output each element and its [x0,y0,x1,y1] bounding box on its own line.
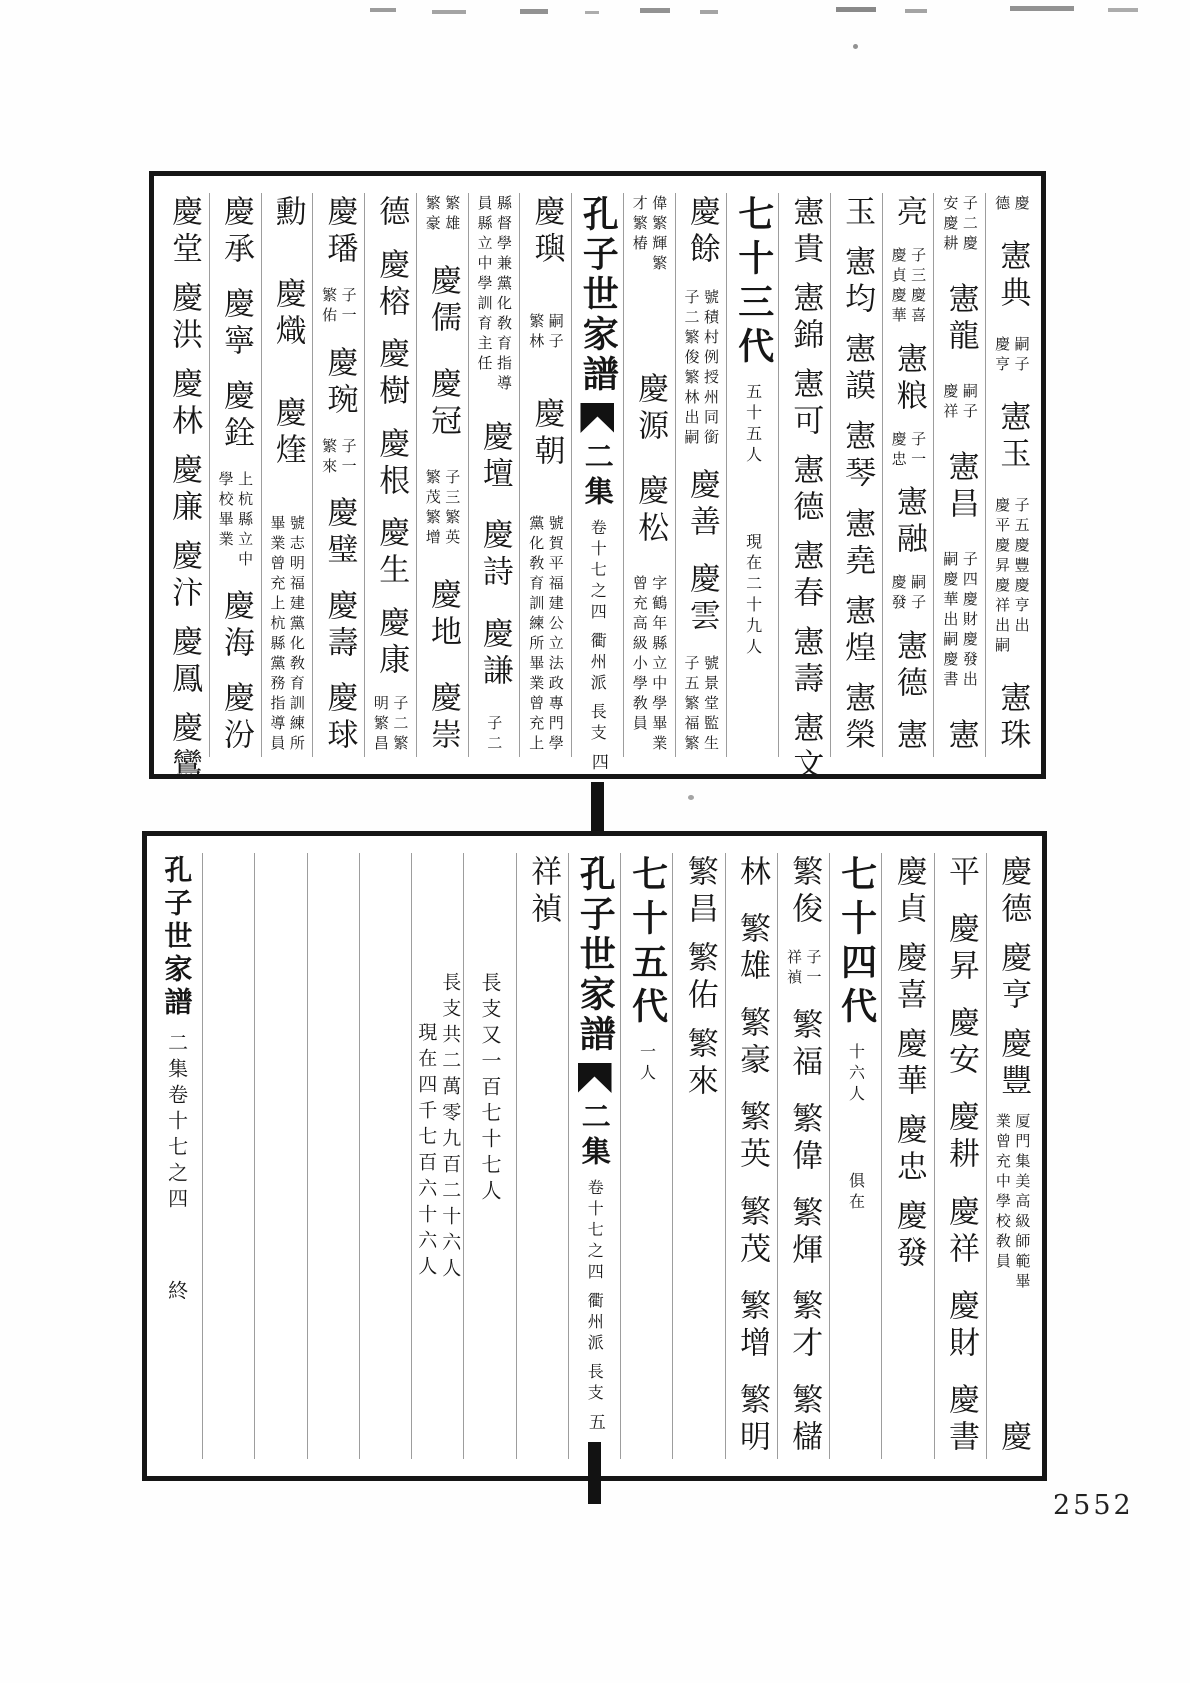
annotation [217,471,253,571]
genealogy-column-9 [568,853,620,1459]
person-name: 憲 [890,717,927,755]
person-name: 憲堯 [839,506,876,581]
genealogy-column-3 [881,853,933,1459]
annotation [942,551,978,691]
annotation-subcolumn: 子三慶喜 [909,246,928,327]
genealogy-column-15 [261,193,313,757]
person-name: 慶康 [373,605,410,680]
person-name: 慶林 [166,367,203,441]
person-name: 慶昇 [942,912,979,987]
genealogy-column-7 [672,853,724,1459]
genealogy-column-3 [882,193,934,757]
annotation [890,431,926,471]
person-name: 慶壇 [476,419,513,494]
person-name: 慶樹 [373,337,410,411]
person-name: 繁才 [786,1289,823,1364]
annotation [942,383,978,423]
person-name: 繁雄 [734,912,771,987]
person-name: 慶煃 [269,396,306,470]
person-name: 慶發 [890,1199,927,1273]
person-name: 慶壽 [321,588,358,663]
annotation [528,313,564,353]
fishtail-ornament [578,1063,612,1093]
person-name: 亮 [890,195,927,232]
scan-artifact [836,7,876,12]
annotation [476,195,512,395]
genealogy-column-17 [151,853,202,1459]
annotation-subcolumn: 子一 [909,430,928,471]
person-name: 憲琴 [839,419,876,494]
annotation-subcolumn: 祥禎 [784,948,803,989]
page-number: 2552 [1053,1490,1134,1521]
annotation-subcolumn: 慶發 [889,574,908,615]
annotation [785,949,821,989]
person-name: 慶璧 [321,496,358,571]
annotation [942,195,978,255]
annotation-subcolumn: 字鶴年縣立中學畢業 [650,575,669,755]
person-name: 憲玉 [994,399,1031,474]
person-name: 憲 [942,718,979,755]
person-name: 慶華 [890,1027,927,1101]
annotation-subcolumn: 子二繁 [391,695,410,755]
person-name: 繁茂 [734,1194,771,1269]
person-name: 慶謙 [476,616,513,691]
annotation-subcolumn: 學校畢業 [216,471,235,551]
note-text: 長支又一百七十七人 [478,972,503,1206]
annotation [372,695,408,755]
person-name: 慶海 [217,589,254,663]
annotation-subcolumn: 上杭縣立中 [236,471,255,571]
annotation-subcolumn: 員縣立中學訓育主任 [475,195,494,375]
annotation-subcolumn: 業曾充中學校敎員 [993,1113,1012,1273]
annotation-subcolumn: 繁雄 [443,195,462,235]
small-text: 卷十七之四 [588,519,608,624]
generation-heading: 七十三代 [732,195,775,371]
person-name: 繁英 [734,1100,771,1175]
annotation-subcolumn: 子一 [339,437,358,478]
person-name: 平 [942,855,979,892]
genealogy-column-5 [777,853,829,1459]
person-name: 繁增 [734,1288,771,1363]
genealogy-column-7 [675,193,727,757]
person-name: 玉 [839,195,876,232]
person-name: 慶耕 [942,1100,979,1175]
genealogy-column-4 [829,853,881,1459]
person-name: 憲龍 [942,282,979,356]
annotation-subcolumn: 明繁昌 [371,695,390,755]
person-name: 慶松 [632,473,669,548]
annotation-subcolumn: 偉繁輝繁 [650,195,669,275]
annotation [683,655,719,755]
annotation-subcolumn: 繁茂繁增 [423,469,442,550]
genealogy-column-11 [463,853,515,1459]
genealogy-column-2 [934,853,986,1459]
scan-artifact [905,9,927,13]
person-name: 慶詩 [476,518,513,592]
small-text: 衢州派 [585,1292,605,1355]
genealogy-column-8 [623,193,675,757]
annotation-subcolumn: 繁林 [527,313,546,353]
annotation-subcolumn: 慶亨 [993,336,1012,377]
annotation-subcolumn: 縣督學兼黨化敎育指導 [494,195,513,395]
person-name: 憲貴 [787,195,824,269]
person-name: 憲可 [787,367,824,441]
person-name: 繁櫧 [786,1382,823,1457]
person-name: 憲典 [994,238,1031,313]
annotation-subcolumn: 子一 [804,948,823,989]
person-name: 繁佑 [681,941,718,1015]
genealogy-column-6 [725,853,777,1459]
annotation-subcolumn: 子二繁俊繁林出嗣 [682,288,701,449]
annotation [321,287,357,327]
person-name: 慶餘 [683,195,720,269]
scan-artifact [700,10,718,14]
person-name: 慶堂 [166,195,203,269]
person-name: 慶汴 [166,539,203,613]
person-name: 慶根 [373,426,410,501]
annotation-subcolumn: 長支共二萬零九百二十六人 [439,972,462,1284]
person-name: 慶豐 [995,1027,1032,1101]
annotation [631,575,667,755]
annotation-subcolumn: 畢業曾充上杭縣黨務指導員 [268,515,287,755]
person-name: 憲粮 [890,341,927,416]
genealogy-column-13 [359,853,411,1459]
annotation-subcolumn: 子三繁英 [443,469,462,550]
genealogy-column-9 [571,193,623,774]
annotation-subcolumn: 號積村例授州同銜 [702,288,721,449]
person-name: 慶榕 [373,247,410,322]
annotation [528,515,564,755]
annotation [683,289,719,449]
person-name: 繁福 [786,1008,823,1083]
scan-artifact [1108,8,1138,12]
annotation-subcolumn: 慶 [1012,195,1031,215]
genealogy-column-16 [202,853,254,1459]
person-name: 憲謨 [839,332,876,407]
annotation-subcolumn: 德 [993,195,1012,215]
person-name: 繁來 [681,1027,718,1101]
genealogy-column-17 [158,193,209,785]
person-name: 慶忠 [890,1113,927,1187]
person-name: 慶德 [995,855,1032,929]
annotation-subcolumn: 慶平慶昇慶祥出嗣 [993,497,1012,658]
scan-artifact [585,11,599,14]
person-name: 慶寧 [217,287,254,361]
small-text: 長支 [588,703,608,745]
annotation-subcolumn: 繁豪 [423,195,442,235]
genealogy-column-12 [416,193,468,757]
tally-annotation [415,972,460,1284]
person-name: 慶鳳 [166,625,203,699]
folio-number: 五 [584,1413,605,1434]
person-name: 慶善 [683,468,720,542]
annotation [994,336,1030,376]
annotation [994,497,1030,657]
person-name: 慶汾 [217,681,254,755]
scan-speck [688,795,694,800]
annotation [269,515,305,755]
person-name: 勳 [269,195,306,232]
annotation-subcolumn: 才繁椿 [630,195,649,255]
small-text: 十六人 [846,1043,866,1106]
person-name: 慶祥 [942,1194,979,1269]
person-name: 慶洪 [166,281,203,355]
genealogy-column-16 [209,193,261,757]
annotation-subcolumn: 安慶耕 [941,195,960,255]
small-text: 現在二十九人 [743,533,763,659]
annotation-subcolumn: 號景堂監生 [702,655,721,755]
person-name: 憲昌 [942,450,979,524]
annotation-subcolumn: 子一 [339,287,358,328]
person-name: 憲文 [787,711,824,785]
small-text: 五十五人 [743,383,763,467]
genealogy-column-14 [312,193,364,757]
annotation [994,195,1030,215]
person-name: 慶 [995,1420,1032,1457]
genealogy-column-13 [364,193,416,757]
note-text: 終 [164,1280,189,1306]
fishtail-ornament [580,403,614,433]
genealogy-column-11 [468,193,520,757]
person-name: 慶亨 [995,941,1032,1015]
annotation-subcolumn: 號賀平福建公立法政專門學 [546,515,565,755]
person-name: 慶地 [425,578,461,653]
scan-artifact [1010,6,1074,11]
person-name: 慶安 [942,1006,979,1081]
person-name: 慶書 [942,1382,979,1457]
annotation-subcolumn: 子二慶 [960,195,979,255]
generation-heading: 七十四代 [835,855,878,1031]
person-name: 慶朝 [528,397,565,471]
person-name: 繁俊 [786,855,823,929]
genealogy-block-top [149,171,1046,785]
annotation [486,715,503,755]
genealogy-column-6 [726,193,778,757]
annotation [321,438,357,478]
person-name: 慶璠 [321,195,358,269]
annotation-subcolumn: 子五慶豐慶亨出 [1012,497,1031,638]
person-name: 慶源 [632,372,669,446]
person-name: 繁偉 [786,1101,823,1176]
person-name: 憲春 [787,539,824,613]
small-text: 長支 [585,1363,605,1405]
person-name: 慶球 [321,680,358,755]
person-name: 慶雲 [683,561,720,636]
genealogy-block-bottom [142,831,1047,1481]
annotation [890,574,926,614]
annotation [631,195,667,275]
person-name: 祥禎 [525,855,562,929]
genealogy-column-10 [516,853,568,1459]
annotation-subcolumn: 繁來 [320,437,339,478]
annotation-subcolumn: 曾充高級小學敎員 [630,575,649,735]
person-name: 繁昌 [681,855,718,929]
annotation [424,469,460,549]
small-text: 俱在 [846,1172,866,1214]
person-name: 憲煌 [839,593,876,668]
annotation-subcolumn: 現在四千七百六十六人 [415,1022,438,1282]
volume-label: 二集 [580,441,615,511]
person-name: 繁煇 [786,1195,823,1270]
annotation [424,195,460,235]
book-title-small: 孔子世家譜 [160,855,194,1020]
annotation-subcolumn: 慶忠 [889,430,908,471]
person-name: 憲德 [890,629,927,704]
person-name: 慶鸞 [166,711,203,785]
folio-number: 四 [587,753,608,774]
annotation-subcolumn: 厦門集美高級師範畢 [1013,1113,1032,1293]
person-name: 憲德 [787,453,824,527]
genealogy-column-4 [830,193,882,757]
person-name: 憲榮 [839,680,876,755]
scan-artifact [432,10,466,14]
person-name: 繁豪 [734,1006,771,1081]
annotation [890,247,926,327]
annotation-subcolumn: 子四慶財慶發出 [960,551,979,691]
person-name: 慶熾 [269,277,306,351]
person-name: 林 [734,855,771,892]
genealogy-column-1 [985,193,1037,757]
genealogy-column-2 [933,193,985,757]
person-name: 慶璵 [528,195,565,269]
annotation-subcolumn: 號志明福建黨化敎育訓練所 [287,515,306,755]
person-name: 憲錦 [787,281,824,355]
person-name: 慶崇 [425,680,461,755]
annotation-subcolumn: 繁佑 [320,287,339,328]
person-name: 慶冠 [425,366,461,441]
note-text: 二集卷十七之四 [164,1032,189,1214]
spine-bar [588,1442,601,1504]
small-text: 卷十七之四 [585,1179,605,1284]
small-text: 衢州派 [588,632,608,695]
person-name: 憲均 [839,245,876,320]
genealogy-column-8 [620,853,672,1459]
genealogy-column-5 [778,193,830,785]
person-name: 慶生 [373,516,410,590]
small-text: 一人 [637,1043,657,1085]
person-name: 慶承 [217,195,254,269]
person-name: 慶儒 [425,263,461,338]
annotation-subcolumn: 嗣子 [1012,336,1031,377]
annotation-subcolumn: 嗣子 [546,313,565,353]
annotation-subcolumn: 慶貞慶華 [889,246,908,327]
annotation-subcolumn: 子五繁福繁 [682,655,701,755]
person-name: 慶財 [942,1288,979,1363]
annotation-subcolumn: 黨化敎育訓練所畢業曾充上 [527,515,546,755]
book-title: 孔子世家譜 [577,195,620,395]
person-name: 慶銓 [217,379,254,453]
person-name: 德 [373,195,410,232]
genealogy-column-12 [411,853,463,1459]
person-name: 憲融 [890,485,927,560]
scan-artifact [370,8,396,12]
person-name: 繁明 [734,1382,771,1457]
genealogy-column-1 [986,853,1038,1459]
volume-label: 二集 [577,1101,612,1171]
book-title: 孔子世家譜 [574,855,617,1055]
genealogy-column-14 [307,853,359,1459]
person-name: 慶廉 [166,453,203,527]
annotation [994,1113,1030,1293]
generation-heading: 七十五代 [626,855,669,1031]
person-name: 憲壽 [787,625,824,699]
annotation-subcolumn: 慶祥 [941,383,960,423]
genealogy-column-10 [519,193,571,757]
person-name: 憲珠 [994,680,1031,755]
scan-speck [853,44,858,49]
annotation-subcolumn: 子二 [485,715,504,755]
annotation-subcolumn: 嗣慶華出嗣慶書 [941,551,960,691]
annotation-subcolumn: 嗣子 [960,383,979,423]
person-name: 慶喜 [890,941,927,1015]
annotation-subcolumn: 嗣子 [909,574,928,615]
person-name: 慶貞 [890,855,927,929]
scan-artifact [640,8,670,13]
genealogy-column-15 [254,853,306,1459]
person-name: 慶琬 [321,345,358,420]
scan-artifact [520,9,548,14]
